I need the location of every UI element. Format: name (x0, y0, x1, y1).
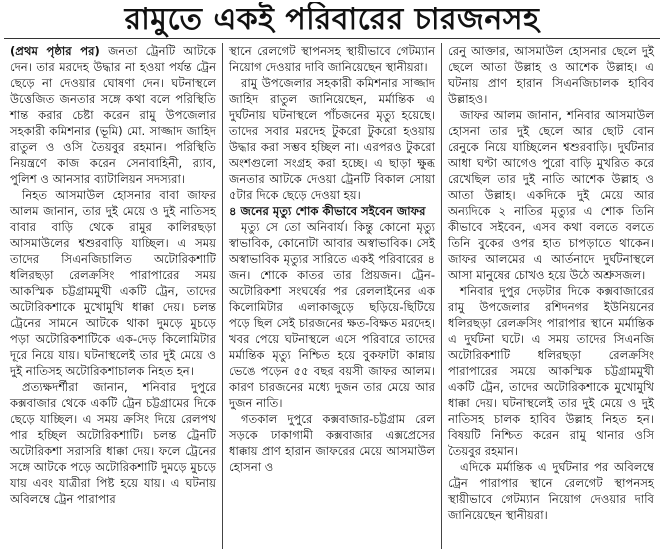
paragraph: রেনু আক্তার, আসমাউল হোসনার ছেলে দুই ছেলে আতা উল্লাহ ও আশেক উল্লাহ। এ ঘটনায় প্রাণ হারান সিএনজিচালক হাবিব উল্লাহও। (448, 44, 654, 106)
paragraph: শনিবার দুপুর দেড়টার দিকে কক্সবাজারের রামু উপজেলার রশিদনগর ইউনিয়নের ধলিরছড়া রেলক্রসিং পারাপার স্থানে মর্মান্তিক এ দুর্ঘটনা ঘটে। এ সময় তাদের সিএনজি অটোরিকশাটি ধলিরছড়া রেলক্রসিং পারাপারের সময়ে আকস্মিক চট্টগ্রামমুখী একটি ট্রেন, তাদের অটোরিকশাকে মুখোমুখি ধাক্কা দেয়। ঘটনাস্থলেই তার দুই মেয়ে ও দুই নাতিসহ চালক হাবিব উল্লাহ নিহত হন। বিষয়টি নিশ্চিত করেন রামু থানার ওসি তৈয়বুর রহমান। (448, 284, 654, 458)
paragraph-text: জনতা ট্রেনটি আটকে দেন। তার মরদেহ উদ্ধার না হওয়া পর্যন্ত ট্রেন ছেড়ে না দেওয়ার ঘোষণা দেন। ঘটনাস্থলে উত্তেজিত জনতার সঙ্গে কথা বলে পরিস্থিতি শান্ত করার চেষ্টা করেন রামু উপজেলার সহকারী কমিশনার (ভূমি) মো. সাজ্জাদ জাহিদ রাতুল ও ওসি তৈয়বুর রহমান। পরিস্থিতি নিয়ন্ত্রণে কাজ করেন সেনাবাহিনী, র‍্যাব, পুলিশ ও আনসার ব্যাটালিয়ন সদস্যরা। (10, 44, 217, 186)
paragraph: স্থানে রেলগেট স্থাপনসহ স্থায়ীভাবে গেটম্যান নিয়োগ দেওয়ার দাবি জানিয়েছেন স্থানীয়রা। (229, 44, 435, 74)
column-3 (441, 43, 660, 549)
column-1 (4, 43, 222, 549)
article-columns (4, 43, 660, 549)
headline: রামুতে একই পরিবারের চারজনসহ (4, 2, 660, 39)
column-2 (222, 43, 441, 549)
paragraph: নিহত আসমাউল হোসনার বাবা জাফর আলম জানান, তার দুই মেয়ে ও দুই নাতিসহ বাবার বাড়ি থেকে রামুর কালিরছড়া আসমাউলের শ্বশুরবাড়ি যাচ্ছিল। এ সময় তাদের সিএনজিচালিত অটোরিকশাটি ধলিরছড়া রেলক্রসিং পারাপারের সময় আকস্মিক চট্টগ্রামমুখী একটি ট্রেন, তাদের অটোরিকশাকে মুখোমুখি ধাক্কা দেয়। চলন্ত ট্রেনের সামনে আটকে থাকা দুমড়ে মুচড়ে পড়া অটোরিকশাটিকে এক-দেড় কিলোমিটার দূরে নিয়ে যায়। ঘটনাস্থলেই তার দুই মেয়ে ও দুই নাতিসহ অটোরিকশাচালক নিহত হন। (10, 188, 216, 378)
paragraph: এদিকে মর্মান্তিক এ দুর্ঘটনার পর অবিলম্বে ট্রেন পারাপার স্থানে রেলগেট স্থাপনসহ স্থায়ীভাবে গেটম্যান নিয়োগ দেওয়ার দাবি জানিয়েছেন স্থানীয়রা। (448, 460, 654, 522)
paragraph: জাফর আলম জানান, শনিবার আসমাউল হোসনা তার দুই ছেলে আর ছোট বোন রেনুকে নিয়ে যাচ্ছিলেন শ্বশুরবাড়ি। দুর্ঘটনার আধা ঘণ্টা আগেও পুরো বাড়ি মুখরিত করে রেখেছিল তার দুই নাতি আশেক উল্লাহ ও আতা উল্লাহ। একদিকে দুই মেয়ে আর অন্যদিকে ২ নাতির মৃত্যুর এ শোক তিনি কীভাবে সইবেন, এসব কথা বলতে বলতে তিনি বুকের ওপর হাত চাপড়াতে থাকেন। জাফর আলমের এ আর্তনাদে দুর্ঘটনাস্থলে আসা মানুষের চোখও হয়ে উঠে অশ্রুসজল। (448, 108, 654, 282)
paragraph: মৃত্যু সে তো অনিবার্য। কিন্তু কোনো মৃত্যু স্বাভাবিক, কোনোটা আবার অস্বাভাবিক। সেই অস্বাভাবিক মৃত্যুর সারিতে একই পরিবারের ৪ জন। শোকে কাতর তার প্রিয়জন। ট্রেন-অটোরিকশা সংঘর্ষের পর রেললাইনের এক কিলোমিটার এলাকাজুড়ে ছড়িয়ে-ছিটিয়ে পড়ে ছিল সেই চারজনের ক্ষত-বিক্ষত মরদেহ। খবর পেয়ে ঘটনাস্থলে এসে পরিবারে তাদের মর্মান্তিক মৃত্যু নিশ্চিত হয়ে বুকফাটা কান্নায় ভেঙে পড়েন ৫৫ বছর বয়সী জাফর আলম। কারণ চারজনের মধ্যে দুজন তার মেয়ে আর দুজন নাতি। (229, 220, 435, 410)
continuation-tag: (প্রথম পৃষ্ঠার পর) (10, 44, 100, 58)
paragraph: প্রত্যক্ষদর্শীরা জানান, শনিবার দুপুরে কক্সবাজার থেকে একটি ট্রেন চট্টগ্রামের দিকে ছেড়ে যাচ্ছিল। এ সময় ক্রসিং দিয়ে রেলপথ পার হচ্ছিল অটোরিকশাটি। চলন্ত ট্রেনটি অটোরিকশা সরাসরি ধাক্কা দেয়। ফলে ট্রেনের সঙ্গে আটকে পড়ে অটোরিকশাটি দুমড়ে মুচড়ে যায় এবং যাত্রীরা পিষ্ট হয়ে যায়। এ ঘটনায় অবিলম্বে ট্রেন পারাপার (10, 380, 216, 506)
subheading: ৪ জনের মৃত্যু শোক কীভাবে সইবেন জাফর (229, 204, 426, 218)
paragraph: রামু উপজেলার সহকারী কমিশনার সাজ্জাদ জাহিদ রাতুল জানিয়েছেন, মর্মান্তিক এ দুর্ঘটনায় ঘটনাস্থলে পাঁচজনের মৃত্যু হয়েছে। তাদের সবার মরদেহ টুকরো টুকরো হওয়ায় উদ্ধার করা সম্ভব হচ্ছিল না। এরপরও টুকরো অংশগুলো সংগ্রহ করা হচ্ছে। এ ছাড়া ক্ষুব্ধ জনতার আটকে দেওয়া ট্রেনটি বিকাল সোয়া ৫টার দিকে ছেড়ে দেওয়া হয়। (229, 76, 435, 202)
paragraph: গতকাল দুপুরে কক্সবাজার-চট্টগ্রাম রেল সড়কে ঢাকাগামী কক্সবাজার এক্সপ্রেসের ধাক্কায় প্রাণ হারান জাফরের মেয়ে আসমাউল হোসনা ও (229, 412, 435, 474)
paragraph (10, 43, 216, 187)
